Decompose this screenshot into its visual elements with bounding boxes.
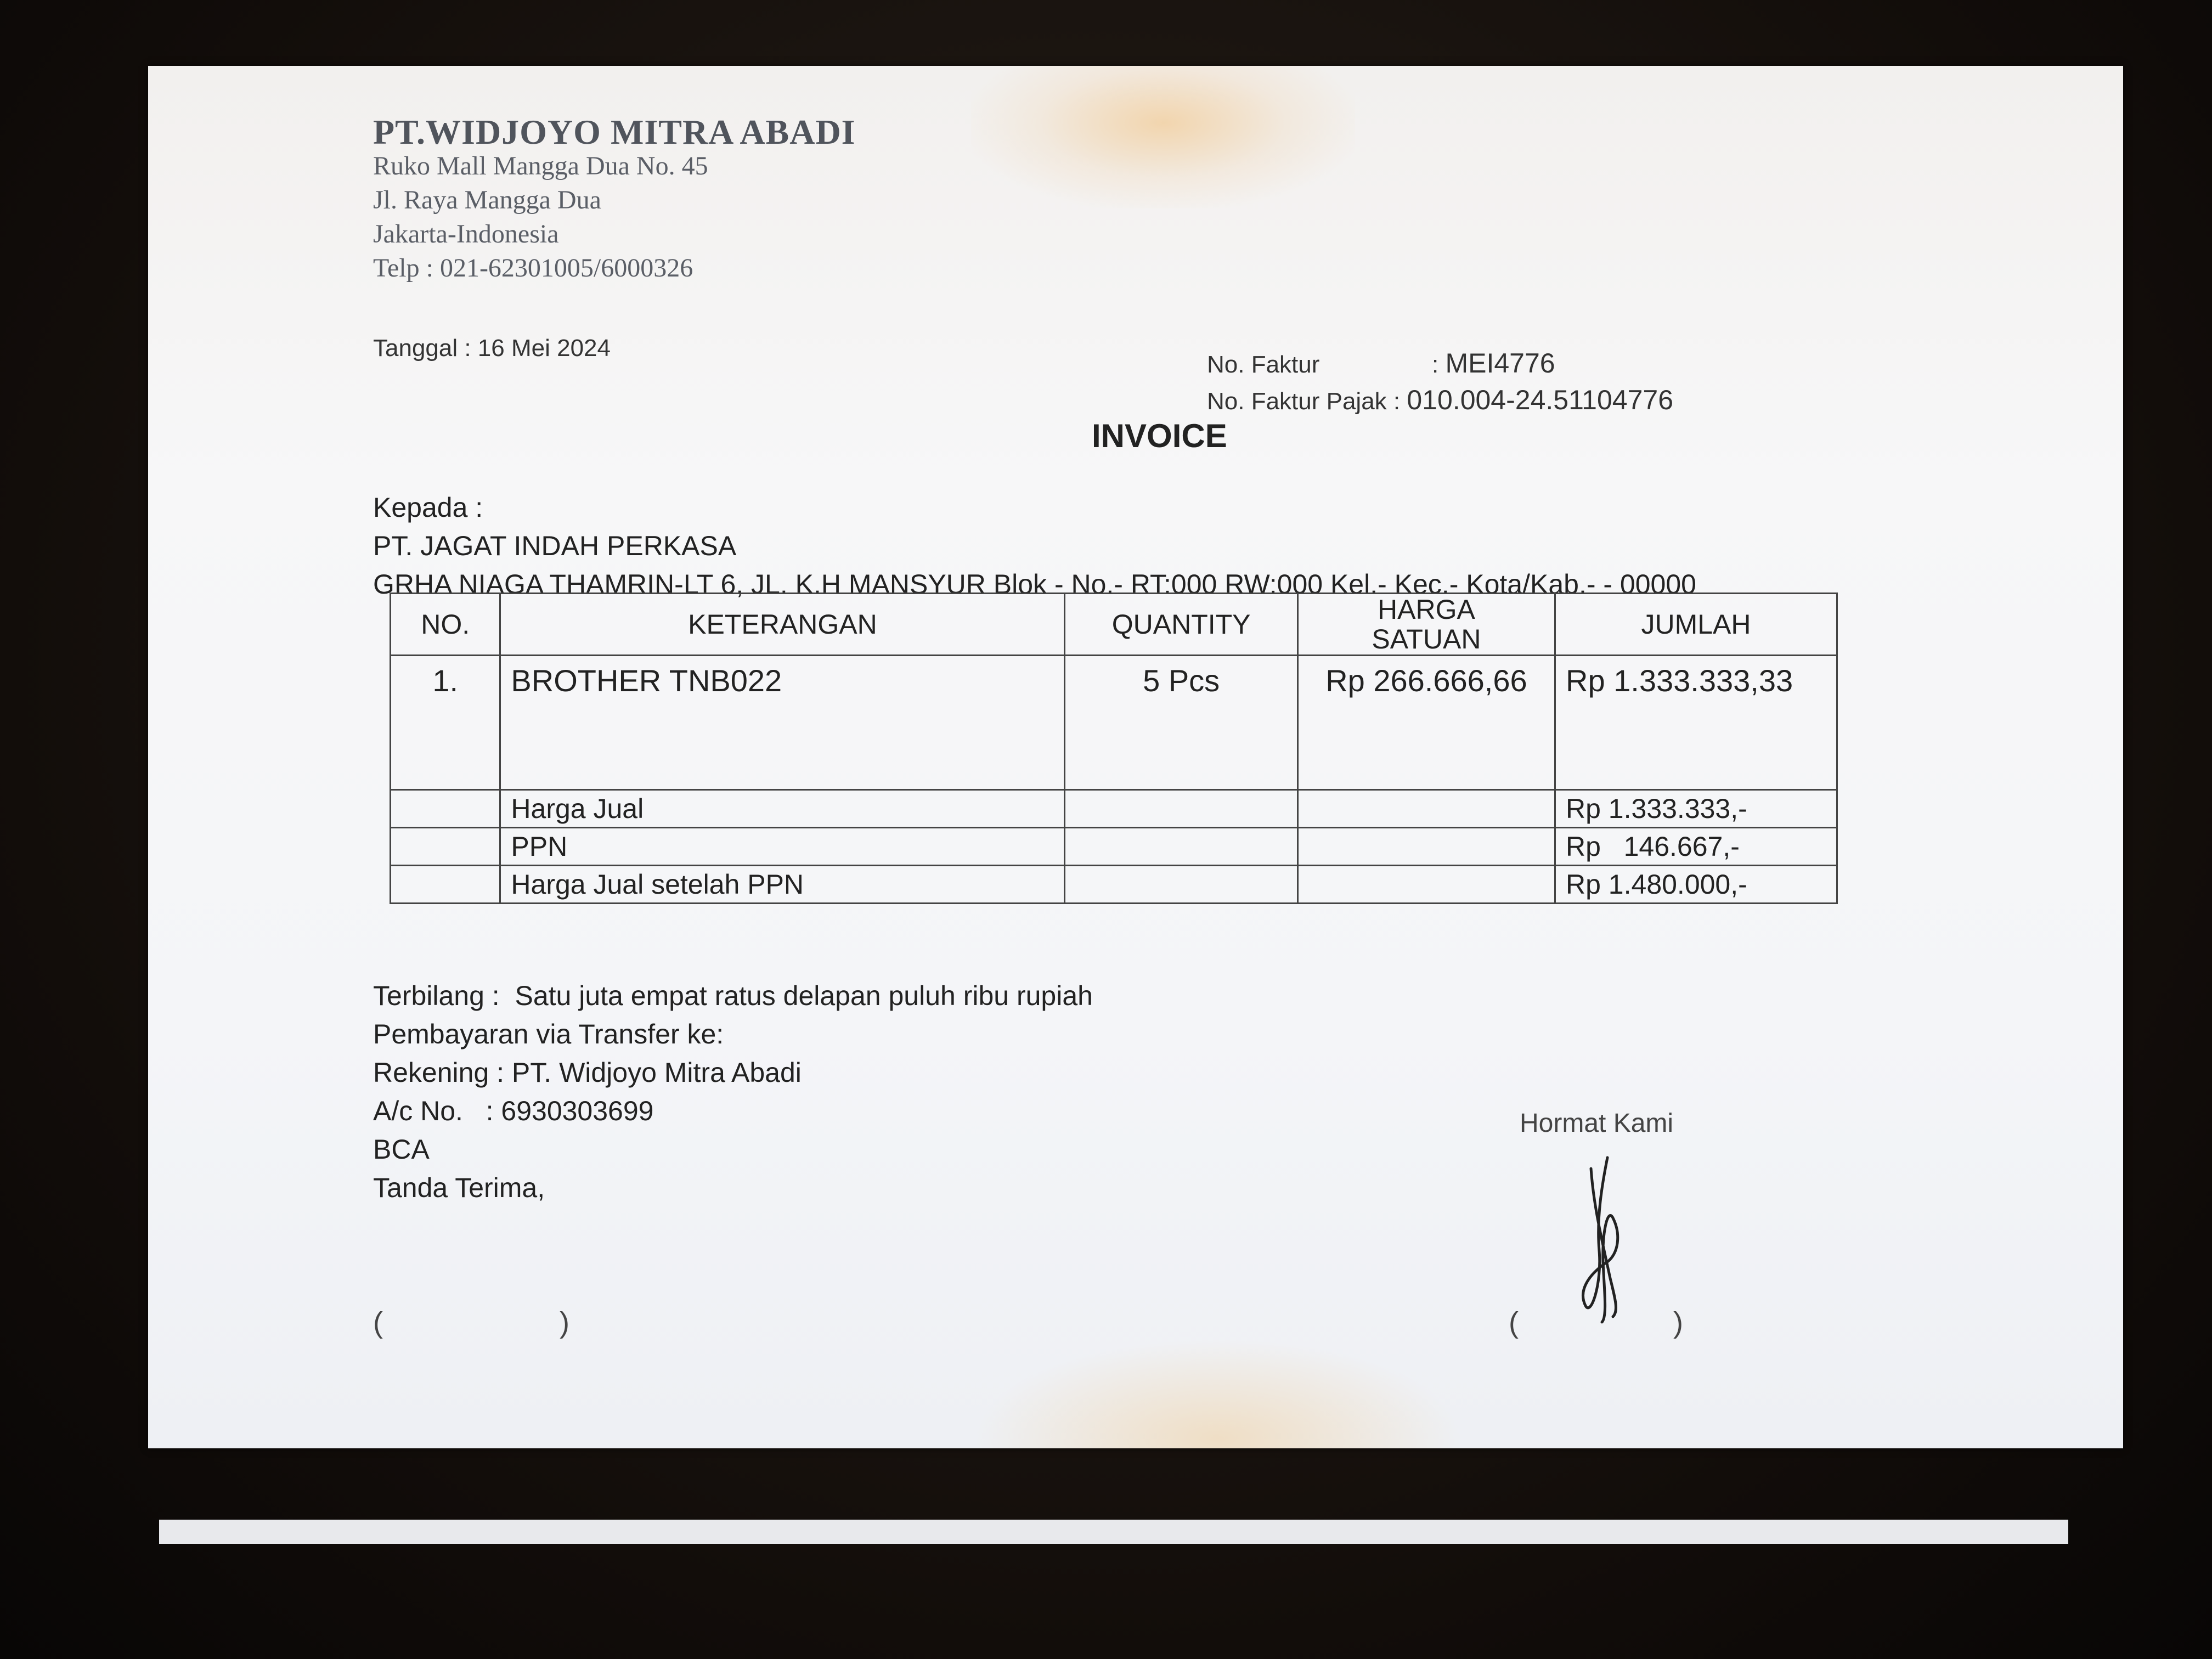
summary-empty-cell bbox=[391, 828, 500, 866]
faktur-pajak-label: No. Faktur Pajak : bbox=[1207, 388, 1401, 415]
company-header bbox=[373, 112, 856, 285]
header-keterangan: KETERANGAN bbox=[500, 594, 1065, 656]
faktur-number-label: No. Faktur bbox=[1207, 351, 1320, 378]
paren-close-left: ) bbox=[560, 1306, 569, 1339]
item-no: 1. bbox=[391, 656, 500, 790]
faktur-pajak-row bbox=[1207, 382, 1673, 419]
recipient-label: Kepada : bbox=[373, 492, 483, 523]
summary-empty-cell bbox=[1297, 866, 1555, 904]
paren-open-right: ( bbox=[1509, 1306, 1519, 1339]
paren-close-right: ) bbox=[1673, 1306, 1683, 1339]
bank-name: BCA bbox=[373, 1134, 430, 1165]
summary-value: Rp 1.333.333,- bbox=[1555, 790, 1837, 828]
summary-empty-cell bbox=[1065, 790, 1297, 828]
summary-empty-cell bbox=[391, 866, 500, 904]
faktur-number-sep: : bbox=[1432, 351, 1439, 378]
summary-row-total bbox=[391, 866, 1837, 904]
rekening-text: Rekening : PT. Widjoyo Mitra Abadi bbox=[373, 1057, 802, 1088]
summary-empty-cell bbox=[1065, 866, 1297, 904]
recipient-name: PT. JAGAT INDAH PERKASA bbox=[373, 531, 737, 561]
company-address-2: Jl. Raya Mangga Dua bbox=[373, 185, 601, 215]
faktur-pajak-value: 010.004-24.51104776 bbox=[1407, 385, 1674, 415]
item-harga-satuan: Rp 266.666,66 bbox=[1297, 656, 1555, 790]
header-jumlah: JUMLAH bbox=[1555, 594, 1837, 656]
summary-label: PPN bbox=[500, 828, 1065, 866]
signature-mark bbox=[1569, 1152, 1635, 1328]
summary-value: Rp 1.480.000,- bbox=[1555, 866, 1837, 904]
header-quantity: QUANTITY bbox=[1065, 594, 1297, 656]
summary-empty-cell bbox=[391, 790, 500, 828]
header-no: NO. bbox=[391, 594, 500, 656]
invoice-date: Tanggal : 16 Mei 2024 bbox=[373, 335, 611, 362]
item-jumlah: Rp 1.333.333,33 bbox=[1555, 656, 1837, 790]
summary-empty-cell bbox=[1065, 828, 1297, 866]
paren-open-left: ( bbox=[373, 1306, 383, 1339]
tanda-terima-label: Tanda Terima, bbox=[373, 1172, 545, 1203]
company-name: PT.WIDJOYO MITRA ABADI bbox=[373, 112, 856, 151]
account-number: A/c No. : 6930303699 bbox=[373, 1096, 654, 1126]
company-address-1: Ruko Mall Mangga Dua No. 45 bbox=[373, 151, 708, 180]
company-address-3: Jakarta-Indonesia bbox=[373, 219, 559, 249]
table-row bbox=[391, 656, 1837, 790]
hormat-kami-label: Hormat Kami bbox=[1520, 1109, 1674, 1138]
faktur-number-row bbox=[1207, 346, 1673, 382]
item-keterangan: BROTHER TNB022 bbox=[500, 656, 1065, 790]
faktur-info bbox=[1207, 346, 1673, 419]
light-glare-top bbox=[971, 66, 1355, 208]
header-harga-satuan bbox=[1297, 594, 1555, 656]
summary-value: Rp 146.667,- bbox=[1555, 828, 1837, 866]
company-phone: Telp : 021-62301005/6000326 bbox=[373, 253, 693, 283]
item-quantity: 5 Pcs bbox=[1065, 656, 1297, 790]
summary-empty-cell bbox=[1297, 790, 1555, 828]
summary-empty-cell bbox=[1297, 828, 1555, 866]
summary-label: Harga Jual bbox=[500, 790, 1065, 828]
summary-row-ppn bbox=[391, 828, 1837, 866]
invoice-table bbox=[390, 592, 1838, 904]
screen-bottom-bar bbox=[159, 1520, 2068, 1544]
light-glare-bottom bbox=[971, 1339, 1465, 1448]
summary-label: Harga Jual setelah PPN bbox=[500, 866, 1065, 904]
summary-row-harga-jual bbox=[391, 790, 1837, 828]
table-header-row bbox=[391, 594, 1837, 656]
recipient-block bbox=[373, 488, 1696, 603]
invoice-title: INVOICE bbox=[1092, 417, 1227, 454]
payment-text: Pembayaran via Transfer ke: bbox=[373, 1019, 724, 1049]
header-harga-line-2: SATUAN bbox=[1372, 624, 1481, 654]
terbilang-text: Terbilang : Satu juta empat ratus delapan puluh ribu rupiah bbox=[373, 980, 1093, 1011]
invoice-document bbox=[148, 66, 2123, 1448]
faktur-number-value: MEI4776 bbox=[1445, 348, 1555, 379]
header-harga-line-1: HARGA bbox=[1378, 594, 1475, 625]
recipient-address: GRHA NIAGA THAMRIN-LT 6, JL. K.H MANSYUR Blok - No.- RT:000 RW:000 Kel.- Kec.- Kota/Kab.- - 00000 bbox=[373, 569, 1696, 600]
payment-block bbox=[373, 977, 1093, 1207]
